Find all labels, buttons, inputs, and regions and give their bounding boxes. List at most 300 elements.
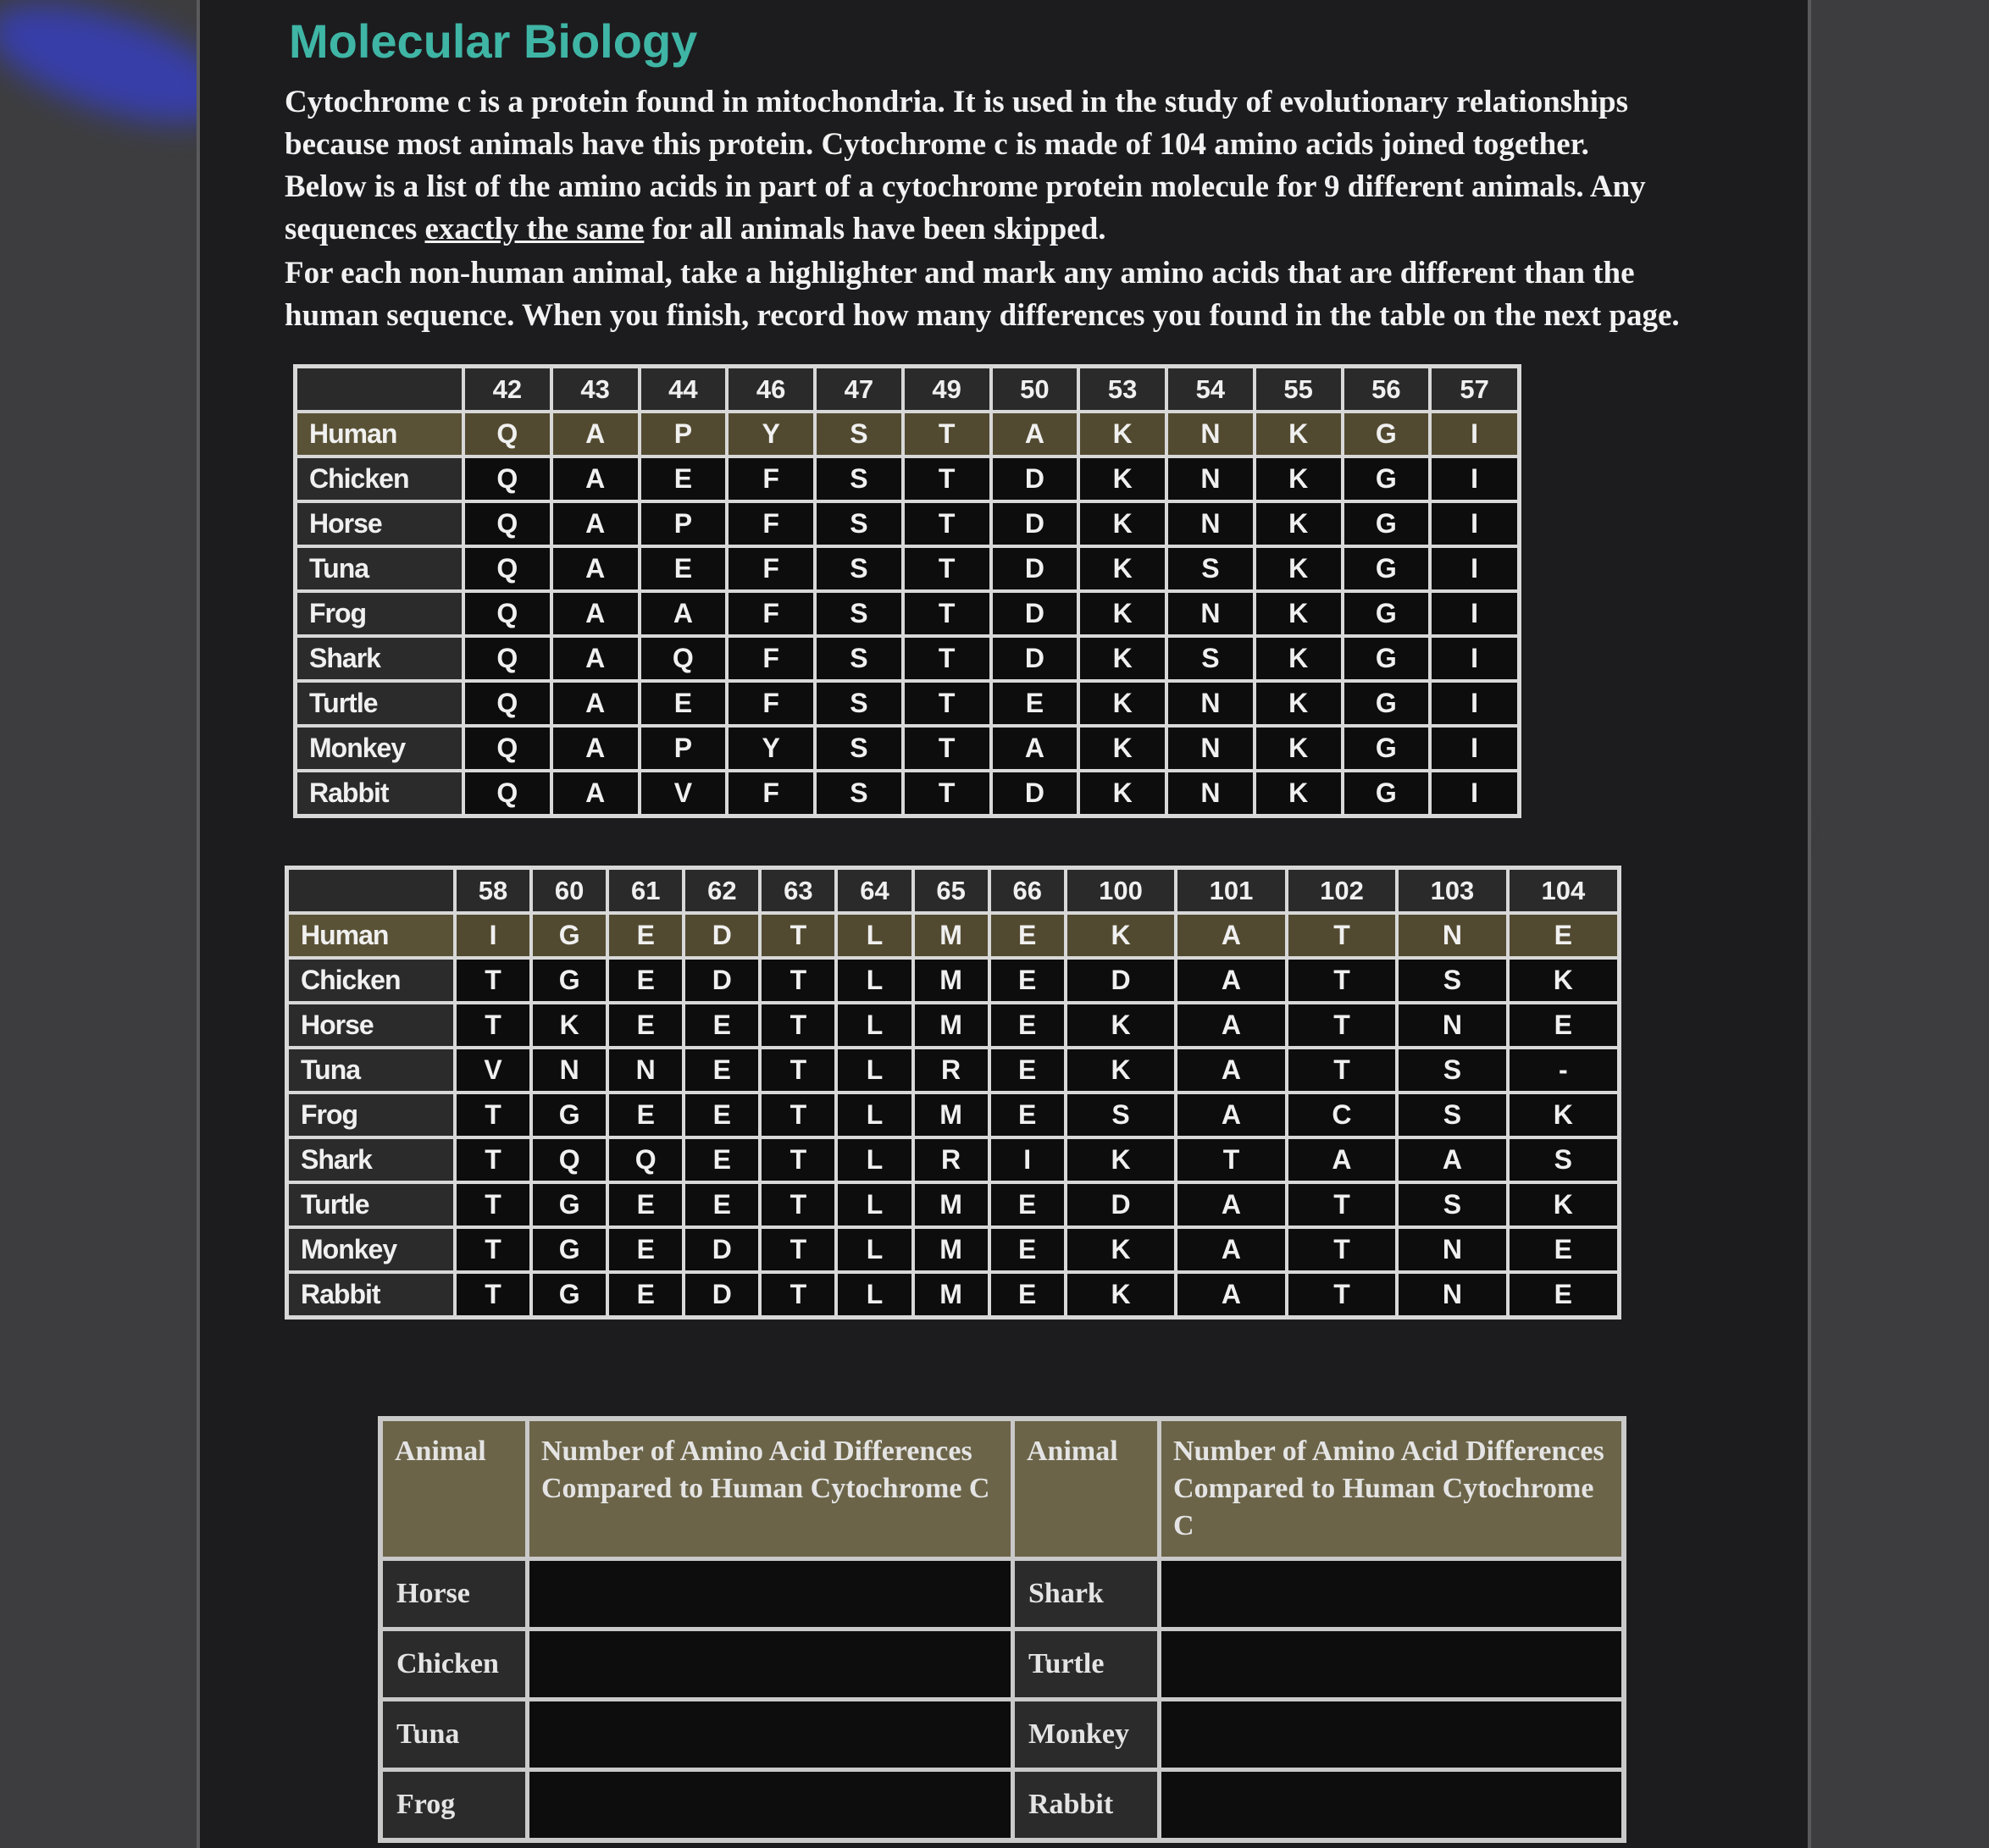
amino-acid-cell[interactable]: - [1508, 1048, 1620, 1093]
amino-acid-cell[interactable]: E [989, 1003, 1066, 1048]
amino-acid-cell[interactable]: S [1397, 958, 1507, 1003]
amino-acid-cell[interactable]: A [1176, 1003, 1286, 1048]
amino-acid-cell[interactable]: S [815, 681, 903, 726]
animal-name: Rabbit [296, 771, 464, 816]
amino-acid-cell[interactable]: L [836, 958, 912, 1003]
amino-acid-cell[interactable]: E [989, 1093, 1066, 1137]
animal-header: Animal [380, 1419, 528, 1559]
amino-acid-cell[interactable]: Q [531, 1137, 607, 1182]
amino-acid-cell[interactable]: K [1078, 456, 1166, 501]
amino-acid-cell[interactable]: K [1066, 1003, 1176, 1048]
animal-name: Tuna [287, 1048, 456, 1093]
amino-acid-cell[interactable]: D [991, 456, 1079, 501]
amino-acid-cell[interactable]: T [455, 1227, 531, 1272]
amino-acid-cell[interactable]: T [760, 913, 836, 958]
difference-count-chicken[interactable] [528, 1629, 1013, 1700]
amino-acid-cell[interactable]: G [531, 913, 607, 958]
amino-acid-cell[interactable]: K [1078, 636, 1166, 681]
amino-acid-cell[interactable]: N [1166, 726, 1255, 771]
amino-acid-cell[interactable]: E [684, 1137, 760, 1182]
amino-acid-cell[interactable]: A [551, 456, 640, 501]
position-64-header: 64 [836, 868, 912, 914]
amino-acid-cell[interactable]: T [760, 1182, 836, 1227]
animal-name: Monkey [296, 726, 464, 771]
amino-acid-cell[interactable]: M [913, 1003, 989, 1048]
amino-acid-cell[interactable]: T [903, 456, 991, 501]
position-103-header: 103 [1397, 868, 1507, 914]
animal-name: Frog [287, 1093, 456, 1137]
position-66-header: 66 [989, 868, 1066, 914]
amino-acid-cell[interactable]: G [1343, 681, 1431, 726]
corner-cell [296, 367, 464, 412]
position-57-header: 57 [1430, 367, 1519, 412]
difference-count-turtle[interactable] [1160, 1629, 1625, 1700]
amino-acid-cell[interactable]: G [531, 1093, 607, 1137]
amino-acid-cell[interactable]: E [684, 1003, 760, 1048]
amino-acid-cell[interactable]: I [1430, 681, 1519, 726]
row-chicken [287, 958, 1620, 1003]
animal-name: Rabbit [287, 1272, 456, 1318]
animal-name: Turtle [287, 1182, 456, 1227]
difference-count-shark[interactable] [1160, 1559, 1625, 1629]
amino-acid-cell[interactable]: T [903, 771, 991, 816]
amino-acid-cell[interactable]: Y [727, 726, 815, 771]
page-title: Molecular Biology [289, 14, 698, 68]
amino-acid-cell[interactable]: I [1430, 546, 1519, 591]
amino-acid-cell[interactable]: Q [463, 456, 551, 501]
amino-acid-cell[interactable]: L [836, 1272, 912, 1318]
amino-acid-cell[interactable]: N [531, 1048, 607, 1093]
amino-acid-cell[interactable]: F [727, 771, 815, 816]
answer-animal-horse: Horse [380, 1559, 528, 1629]
amino-acid-cell[interactable]: A [1287, 1137, 1397, 1182]
amino-acid-cell[interactable]: I [1430, 771, 1519, 816]
corner-cell [287, 868, 456, 914]
position-60-header: 60 [531, 868, 607, 914]
amino-acid-cell[interactable]: T [760, 1048, 836, 1093]
amino-acid-cell[interactable]: T [1287, 1048, 1397, 1093]
amino-acid-cell[interactable]: K [1255, 771, 1343, 816]
amino-acid-cell[interactable]: Q [607, 1137, 684, 1182]
amino-acid-cell[interactable]: A [551, 546, 640, 591]
intro-text-1: Cytochrome c is a protein found in mitochondria. It is used in the study of evolutionary relationships because most animals have this protein. Cytochrome c is made of 104 amino acids joined together. [285, 85, 1629, 162]
amino-acid-cell[interactable]: E [640, 456, 728, 501]
amino-acid-cell[interactable]: K [1078, 681, 1166, 726]
position-65-header: 65 [913, 868, 989, 914]
amino-acid-cell[interactable]: T [760, 1227, 836, 1272]
amino-acid-cell[interactable]: K [1255, 501, 1343, 546]
amino-acid-cell[interactable]: E [607, 1093, 684, 1137]
amino-acid-cell[interactable]: K [1255, 412, 1343, 456]
amino-acid-cell[interactable]: K [1078, 412, 1166, 456]
amino-acid-cell[interactable]: F [727, 456, 815, 501]
position-56-header: 56 [1343, 367, 1431, 412]
amino-acid-cell[interactable]: E [1508, 1227, 1620, 1272]
amino-acid-cell[interactable]: P [640, 501, 728, 546]
amino-acid-cell[interactable]: D [684, 1227, 760, 1272]
answer-row [380, 1700, 1624, 1770]
amino-acid-cell[interactable]: F [727, 636, 815, 681]
row-human [296, 412, 1520, 456]
amino-acid-cell[interactable]: A [1176, 1182, 1286, 1227]
amino-acid-cell[interactable]: S [1397, 1182, 1507, 1227]
instructions-paragraph: For each non-human animal, take a highlighter and mark any amino acids that are different than the human sequence. When you finish, record how many differences you found in the table on the next page. [285, 256, 1680, 333]
position-43-header: 43 [551, 367, 640, 412]
amino-acid-cell[interactable]: E [607, 1272, 684, 1318]
amino-acid-cell[interactable]: T [1176, 1137, 1286, 1182]
position-104-header: 104 [1508, 868, 1620, 914]
amino-acid-cell[interactable]: K [1066, 1227, 1176, 1272]
amino-acid-cell[interactable]: R [913, 1048, 989, 1093]
amino-acid-cell[interactable]: M [913, 913, 989, 958]
amino-acid-cell[interactable]: K [1255, 456, 1343, 501]
amino-acid-cell[interactable]: K [1066, 1272, 1176, 1318]
amino-acid-cell[interactable]: N [1166, 412, 1255, 456]
amino-acid-cell[interactable]: A [1176, 1227, 1286, 1272]
amino-acid-cell[interactable]: N [1166, 681, 1255, 726]
amino-acid-cell[interactable]: T [903, 546, 991, 591]
amino-acid-cell[interactable]: G [1343, 546, 1431, 591]
amino-acid-cell[interactable]: L [836, 1182, 912, 1227]
amino-acid-cell[interactable]: A [991, 412, 1079, 456]
amino-acid-cell[interactable]: T [903, 412, 991, 456]
amino-acid-cell[interactable]: K [1078, 501, 1166, 546]
amino-acid-cell[interactable]: T [1287, 1003, 1397, 1048]
amino-acid-cell[interactable]: T [455, 1137, 531, 1182]
difference-count-rabbit[interactable] [1160, 1770, 1625, 1841]
amino-acid-cell[interactable]: A [1176, 913, 1286, 958]
amino-acid-cell[interactable]: R [913, 1137, 989, 1182]
amino-acid-cell[interactable]: K [1508, 1093, 1620, 1137]
amino-acid-cell[interactable]: S [1066, 1093, 1176, 1137]
amino-acid-cell[interactable]: D [991, 636, 1079, 681]
row-monkey [287, 1227, 1620, 1272]
amino-acid-cell[interactable]: Q [463, 636, 551, 681]
amino-acid-cell[interactable]: A [1176, 1272, 1286, 1318]
amino-acid-cell[interactable]: K [1255, 636, 1343, 681]
amino-acid-cell[interactable]: I [455, 913, 531, 958]
amino-acid-cell[interactable]: D [991, 591, 1079, 636]
amino-acid-cell[interactable]: A [1176, 1048, 1286, 1093]
amino-acid-cell[interactable]: G [531, 1182, 607, 1227]
amino-acid-cell[interactable]: T [455, 958, 531, 1003]
position-53-header: 53 [1078, 367, 1166, 412]
row-turtle [296, 681, 1520, 726]
animal-name: Chicken [287, 958, 456, 1003]
amino-acid-cell[interactable]: E [989, 1048, 1066, 1093]
amino-acid-cell[interactable]: K [1508, 1182, 1620, 1227]
amino-acid-cell[interactable]: K [1255, 546, 1343, 591]
amino-acid-cell[interactable]: Q [463, 546, 551, 591]
amino-acid-cell[interactable]: I [1430, 591, 1519, 636]
amino-acid-cell[interactable]: D [991, 546, 1079, 591]
amino-acid-cell[interactable]: N [1166, 501, 1255, 546]
amino-acid-cell[interactable]: S [1166, 546, 1255, 591]
position-55-header: 55 [1255, 367, 1343, 412]
amino-acid-cell[interactable]: I [1430, 412, 1519, 456]
amino-acid-cell[interactable]: I [1430, 456, 1519, 501]
amino-acid-cell[interactable]: E [640, 546, 728, 591]
amino-acid-cell[interactable]: S [815, 771, 903, 816]
position-54-header: 54 [1166, 367, 1255, 412]
answer-header-row [380, 1419, 1624, 1559]
amino-acid-cell[interactable]: F [727, 546, 815, 591]
amino-acid-cell[interactable]: K [1066, 913, 1176, 958]
amino-acid-cell[interactable]: A [1176, 1093, 1286, 1137]
amino-acid-cell[interactable]: S [1166, 636, 1255, 681]
row-rabbit [287, 1272, 1620, 1318]
amino-acid-cell[interactable]: N [1397, 1003, 1507, 1048]
row-frog [287, 1093, 1620, 1137]
amino-acid-cell[interactable]: Q [463, 501, 551, 546]
animal-name: Human [287, 913, 456, 958]
amino-acid-cell[interactable]: K [1066, 1137, 1176, 1182]
amino-acid-cell[interactable]: A [551, 726, 640, 771]
amino-acid-cell[interactable]: T [903, 636, 991, 681]
amino-acid-cell[interactable]: M [913, 958, 989, 1003]
amino-acid-cell[interactable]: K [1255, 681, 1343, 726]
amino-acid-cell[interactable]: Q [640, 636, 728, 681]
amino-acid-cell[interactable]: S [1397, 1093, 1507, 1137]
amino-acid-cell[interactable]: N [1397, 913, 1507, 958]
amino-acid-cell[interactable]: Q [463, 591, 551, 636]
amino-acid-cell[interactable]: G [1343, 726, 1431, 771]
amino-acid-cell[interactable]: K [531, 1003, 607, 1048]
amino-acid-cell[interactable]: G [531, 1272, 607, 1318]
difference-count-tuna[interactable] [528, 1700, 1013, 1770]
amino-acid-cell[interactable]: A [551, 412, 640, 456]
amino-acid-cell[interactable]: T [760, 1093, 836, 1137]
amino-acid-cell[interactable]: D [1066, 958, 1176, 1003]
amino-acid-cell[interactable]: L [836, 1227, 912, 1272]
amino-acid-cell[interactable]: S [815, 546, 903, 591]
amino-acid-cell[interactable]: S [815, 501, 903, 546]
amino-acid-cell[interactable]: I [989, 1137, 1066, 1182]
amino-acid-cell[interactable]: K [1508, 958, 1620, 1003]
amino-acid-cell[interactable]: A [551, 501, 640, 546]
amino-acid-cell[interactable]: G [1343, 771, 1431, 816]
amino-acid-cell[interactable]: Q [463, 726, 551, 771]
amino-acid-cell[interactable]: G [531, 958, 607, 1003]
amino-acid-cell[interactable]: E [1508, 1003, 1620, 1048]
amino-acid-cell[interactable]: A [1397, 1137, 1507, 1182]
amino-acid-cell[interactable]: T [760, 1137, 836, 1182]
position-61-header: 61 [607, 868, 684, 914]
amino-acid-cell[interactable]: N [1397, 1272, 1507, 1318]
amino-acid-cell[interactable]: D [684, 913, 760, 958]
amino-acid-cell[interactable]: S [815, 726, 903, 771]
row-tuna [296, 546, 1520, 591]
amino-acid-cell[interactable]: E [1508, 1272, 1620, 1318]
amino-acid-cell[interactable]: G [1343, 591, 1431, 636]
animal-name: Human [296, 412, 464, 456]
amino-acid-cell[interactable]: G [531, 1227, 607, 1272]
amino-acid-cell[interactable]: E [1508, 913, 1620, 958]
amino-acid-cell[interactable]: V [455, 1048, 531, 1093]
amino-acid-cell[interactable]: T [1287, 913, 1397, 958]
amino-acid-cell[interactable]: T [903, 501, 991, 546]
amino-acid-cell[interactable]: K [1255, 591, 1343, 636]
amino-acid-cell[interactable]: T [1287, 958, 1397, 1003]
answer-row [380, 1629, 1624, 1700]
amino-acid-cell[interactable]: T [1287, 1272, 1397, 1318]
amino-acid-cell[interactable]: M [913, 1182, 989, 1227]
amino-acid-cell[interactable]: T [455, 1182, 531, 1227]
amino-acid-cell[interactable]: S [815, 591, 903, 636]
amino-acid-cell[interactable]: T [903, 726, 991, 771]
amino-acid-cell[interactable]: M [913, 1093, 989, 1137]
amino-acid-cell[interactable]: T [903, 681, 991, 726]
amino-acid-cell[interactable]: S [1397, 1048, 1507, 1093]
amino-acid-cell[interactable]: T [455, 1272, 531, 1318]
amino-acid-cell[interactable]: P [640, 412, 728, 456]
answer-animal-rabbit: Rabbit [1013, 1770, 1160, 1841]
row-shark [296, 636, 1520, 681]
amino-acid-cell[interactable]: E [989, 958, 1066, 1003]
amino-acid-cell[interactable]: K [1078, 546, 1166, 591]
position-header-row [287, 868, 1620, 914]
amino-acid-cell[interactable]: E [989, 913, 1066, 958]
amino-acid-cell[interactable]: E [607, 1003, 684, 1048]
amino-acid-cell[interactable]: G [1343, 412, 1431, 456]
amino-acid-cell[interactable]: A [551, 591, 640, 636]
amino-acid-cell[interactable]: M [913, 1227, 989, 1272]
row-shark [287, 1137, 1620, 1182]
intro-text-2a: Below is a list of the amino acids in part of a cytochrome protein molecule for 9 different animals. Any sequences [285, 169, 1646, 246]
position-100-header: 100 [1066, 868, 1176, 914]
amino-acid-cell[interactable]: G [1343, 501, 1431, 546]
amino-acid-cell[interactable]: D [684, 1272, 760, 1318]
amino-acid-cell[interactable]: T [760, 1003, 836, 1048]
amino-acid-cell[interactable]: T [455, 1093, 531, 1137]
amino-acid-cell[interactable]: N [1166, 591, 1255, 636]
amino-acid-cell[interactable]: M [913, 1272, 989, 1318]
amino-acid-cell[interactable]: K [1255, 726, 1343, 771]
amino-acid-cell[interactable]: S [1508, 1137, 1620, 1182]
answer-animal-chicken: Chicken [380, 1629, 528, 1700]
amino-acid-cell[interactable]: F [727, 681, 815, 726]
amino-acid-cell[interactable]: N [1166, 456, 1255, 501]
amino-acid-cell[interactable]: L [836, 1048, 912, 1093]
amino-acid-cell[interactable]: G [1343, 456, 1431, 501]
amino-acid-cell[interactable]: E [607, 958, 684, 1003]
amino-acid-cell[interactable]: L [836, 1093, 912, 1137]
position-63-header: 63 [760, 868, 836, 914]
amino-acid-cell[interactable]: I [1430, 636, 1519, 681]
amino-acid-cell[interactable]: E [607, 1227, 684, 1272]
amino-acid-cell[interactable]: D [991, 501, 1079, 546]
amino-acid-cell[interactable]: E [989, 1182, 1066, 1227]
amino-acid-cell[interactable]: A [640, 591, 728, 636]
amino-acid-cell[interactable]: T [760, 1272, 836, 1318]
amino-acid-cell[interactable]: F [727, 591, 815, 636]
amino-acid-cell[interactable]: E [991, 681, 1079, 726]
amino-acid-cell[interactable]: S [815, 412, 903, 456]
amino-acid-cell[interactable]: P [640, 726, 728, 771]
amino-acid-cell[interactable]: Q [463, 681, 551, 726]
amino-acid-cell[interactable]: L [836, 1003, 912, 1048]
position-101-header: 101 [1176, 868, 1286, 914]
amino-acid-cell[interactable]: E [684, 1093, 760, 1137]
amino-acid-cell[interactable]: E [989, 1227, 1066, 1272]
animal-name: Monkey [287, 1227, 456, 1272]
amino-acid-cell[interactable]: E [607, 1182, 684, 1227]
amino-acid-cell[interactable]: A [991, 726, 1079, 771]
amino-acid-cell[interactable]: K [1078, 591, 1166, 636]
amino-acid-cell[interactable]: T [760, 958, 836, 1003]
amino-acid-cell[interactable]: K [1078, 726, 1166, 771]
amino-acid-cell[interactable]: T [903, 591, 991, 636]
row-monkey [296, 726, 1520, 771]
amino-acid-cell[interactable]: E [684, 1182, 760, 1227]
amino-acid-cell[interactable]: Y [727, 412, 815, 456]
animal-name: Chicken [296, 456, 464, 501]
amino-acid-cell[interactable]: N [1166, 771, 1255, 816]
amino-acid-cell[interactable]: K [1066, 1048, 1176, 1093]
amino-acid-cell[interactable]: A [551, 771, 640, 816]
difference-count-horse[interactable] [528, 1559, 1013, 1629]
amino-acid-cell[interactable]: C [1287, 1093, 1397, 1137]
amino-acid-cell[interactable]: Q [463, 412, 551, 456]
amino-acid-cell[interactable]: E [640, 681, 728, 726]
amino-acid-cell[interactable]: A [1176, 958, 1286, 1003]
amino-acid-cell[interactable]: T [1287, 1182, 1397, 1227]
amino-acid-cell[interactable]: E [989, 1272, 1066, 1318]
amino-acid-cell[interactable]: I [1430, 726, 1519, 771]
answer-animal-turtle: Turtle [1013, 1629, 1160, 1700]
amino-acid-cell[interactable]: A [551, 681, 640, 726]
row-human [287, 913, 1620, 958]
amino-acid-cell[interactable]: K [1078, 771, 1166, 816]
amino-acid-cell[interactable]: T [1287, 1227, 1397, 1272]
amino-acid-cell[interactable]: I [1430, 501, 1519, 546]
intro-paragraph [285, 81, 1708, 251]
intro-text-2b: for all animals have been skipped. [644, 212, 1106, 246]
amino-acid-cell[interactable]: L [836, 913, 912, 958]
difference-count-monkey[interactable] [1160, 1700, 1625, 1770]
answer-row [380, 1559, 1624, 1629]
row-horse [296, 501, 1520, 546]
amino-acid-cell[interactable]: E [607, 913, 684, 958]
amino-acid-cell[interactable]: N [607, 1048, 684, 1093]
amino-acid-cell[interactable]: S [815, 456, 903, 501]
animal-name: Shark [287, 1137, 456, 1182]
amino-acid-cell[interactable]: N [1397, 1227, 1507, 1272]
amino-acid-cell[interactable]: D [684, 958, 760, 1003]
answer-animal-monkey: Monkey [1013, 1700, 1160, 1770]
amino-acid-cell[interactable]: G [1343, 636, 1431, 681]
amino-acid-cell[interactable]: V [640, 771, 728, 816]
animal-name: Turtle [296, 681, 464, 726]
amino-acid-cell[interactable]: E [684, 1048, 760, 1093]
amino-acid-cell[interactable]: T [455, 1003, 531, 1048]
answer-animal-frog: Frog [380, 1770, 528, 1841]
amino-acid-cell[interactable]: D [1066, 1182, 1176, 1227]
position-47-header: 47 [815, 367, 903, 412]
position-58-header: 58 [455, 868, 531, 914]
animal-name: Tuna [296, 546, 464, 591]
amino-acid-cell[interactable]: Q [463, 771, 551, 816]
animal-header-2: Animal [1013, 1419, 1160, 1559]
amino-acid-cell[interactable]: L [836, 1137, 912, 1182]
difference-count-frog[interactable] [528, 1770, 1013, 1841]
amino-acid-cell[interactable]: A [551, 636, 640, 681]
amino-acid-cell[interactable]: S [815, 636, 903, 681]
row-turtle [287, 1182, 1620, 1227]
amino-acid-cell[interactable]: D [991, 771, 1079, 816]
amino-acid-cell[interactable]: F [727, 501, 815, 546]
differences-table [378, 1416, 1626, 1843]
